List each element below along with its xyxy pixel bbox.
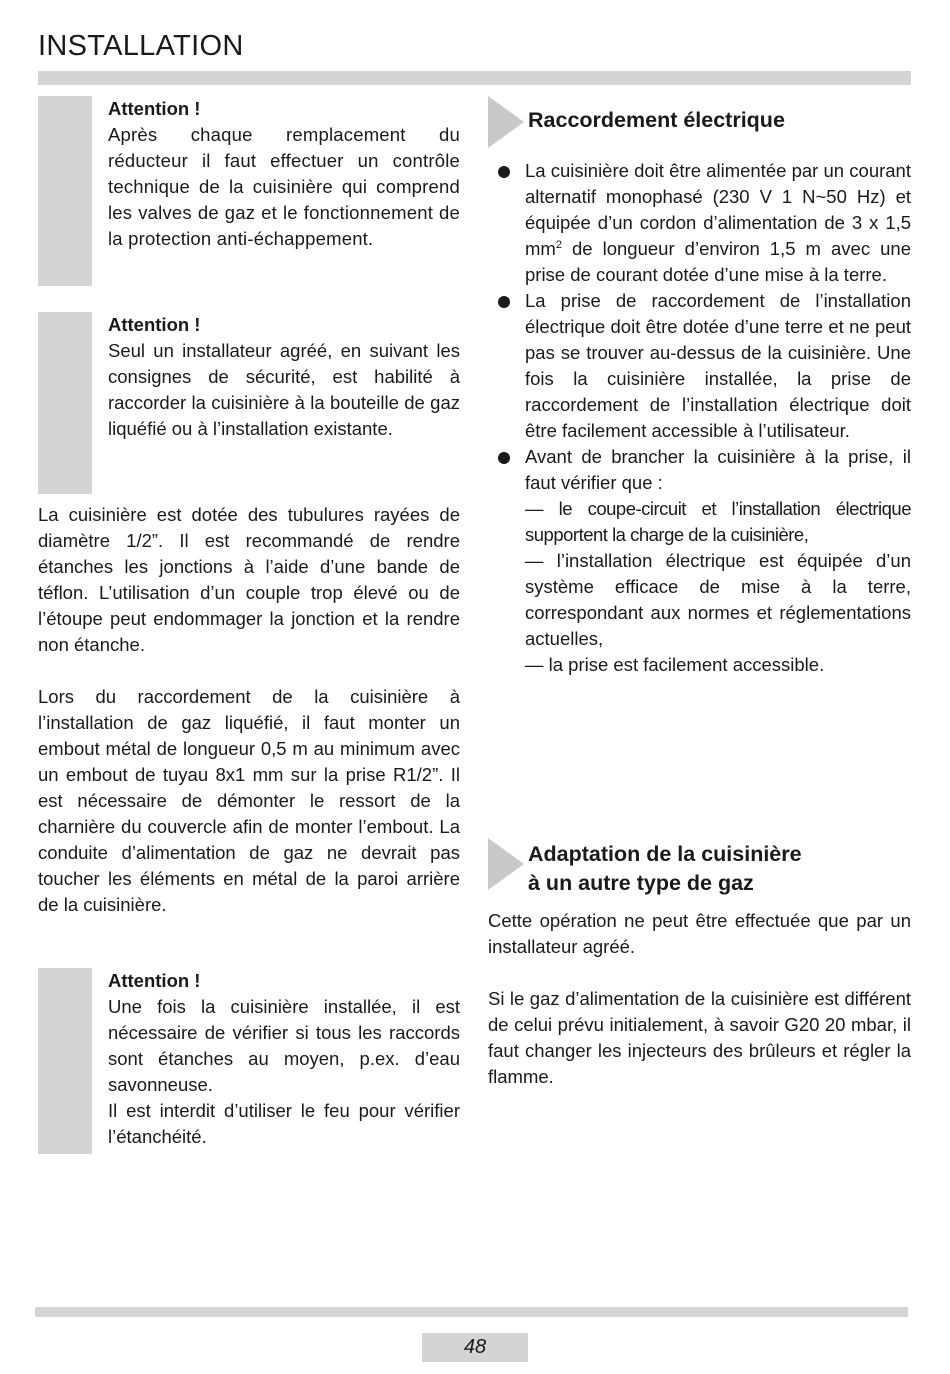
left-column bbox=[38, 96, 460, 1154]
attention-note-reducer bbox=[38, 96, 460, 286]
right-column bbox=[488, 96, 911, 1090]
section-electrical-header bbox=[488, 96, 911, 148]
note-text: Après chaque remplacement du réducteur il faut effectuer un contrôle technique de la cuisinière qui comprend les valves de gaz et le fonctionnement de la protection anti-échappement. bbox=[108, 124, 460, 249]
attention-note-leak-check bbox=[38, 968, 460, 1154]
note-title: Attention ! bbox=[108, 970, 201, 991]
page-number: 48 bbox=[422, 1333, 528, 1362]
attention-note-installer bbox=[38, 312, 460, 494]
note-title: Attention ! bbox=[108, 314, 201, 335]
note-text: Il est interdit d’utiliser le feu pour vérifier l’étanchéité. bbox=[108, 1100, 460, 1147]
note-content bbox=[108, 968, 460, 1154]
note-side-bar bbox=[38, 96, 92, 286]
bullet-text: de longueur d’environ 1,5 m avec une prise de courant dotée d’une mise à la terre. bbox=[525, 238, 911, 285]
section-title-line: Adaptation de la cuisinière bbox=[528, 842, 802, 866]
list-item bbox=[488, 288, 911, 444]
section-title-line: à un autre type de gaz bbox=[528, 871, 754, 895]
note-side-bar bbox=[38, 312, 92, 494]
note-text: Seul un installateur agréé, en suivant les consignes de sécurité, est habilité à raccorder la cuisinière à la bouteille de gaz liquéfié ou à l’installation existante. bbox=[108, 340, 460, 439]
electrical-bullet-list bbox=[488, 158, 911, 678]
paragraph-installer-only: Cette opération ne peut être effectuée que par un installateur agréé. bbox=[488, 910, 911, 957]
note-side-bar bbox=[38, 968, 92, 1154]
bullet-text: La cuisinière doit être alimentée par un courant alternatif monophasé (230 V 1 N~50 Hz) et équipée d’un cordon d’alimentation de 3 x 1,5 mm bbox=[525, 160, 911, 259]
dash-item: — le coupe-circuit et l’installation électrique supportent la charge de la cuisinière, bbox=[525, 498, 911, 545]
bullet-text: Avant de brancher la cuisinière à la prise, il faut vérifier que : bbox=[525, 446, 911, 493]
bullet-text: La prise de raccordement de l’installation électrique doit être dotée d’une terre et ne peut pas se trouver au-dessus de la cuisinière. Une fois la cuisinière installée, la prise de raccordement de l’installation électrique doit être facilement accessible à l’utilisateur. bbox=[525, 290, 911, 441]
paragraph-injectors: Si le gaz d’alimentation de la cuisinière est différent de celui prévu initialement, à savoir G20 20 mbar, il faut changer les injecteurs des brûleurs et régler la flamme. bbox=[488, 988, 911, 1087]
list-item bbox=[488, 444, 911, 678]
dash-item: — la prise est facilement accessible. bbox=[525, 654, 825, 675]
note-content bbox=[108, 312, 460, 494]
list-item bbox=[488, 158, 911, 288]
bullet-icon bbox=[498, 166, 510, 178]
section-gas-adaptation-header bbox=[488, 838, 911, 898]
header-rule bbox=[38, 71, 911, 85]
dash-item: — l’installation électrique est équipée d’un système efficace de mise à la terre, correspondant aux normes et réglementations actuelles, bbox=[525, 550, 911, 649]
bullet-icon bbox=[498, 296, 510, 308]
superscript: 2 bbox=[555, 238, 562, 251]
bullet-icon bbox=[498, 452, 510, 464]
section-title: Raccordement électrique bbox=[528, 108, 785, 132]
section-title bbox=[528, 840, 802, 898]
page-title: INSTALLATION bbox=[38, 30, 244, 62]
paragraph-lpg-connection: Lors du raccordement de la cuisinière à l’installation de gaz liquéfié, il faut monter un embout métal de longueur 0,5 m au minimum avec un embout de tuyau 8x1 mm sur la prise R1/2”. Il est nécessaire de démonter le ressort de la charnière du couvercle afin de monter l’embout. La conduite d’alimentation de gaz ne devrait pas toucher les éléments en métal de la paroi arrière de la cuisinière. bbox=[38, 686, 460, 915]
section-triangle-icon bbox=[488, 838, 524, 890]
note-text: Une fois la cuisinière installée, il est nécessaire de vérifier si tous les raccords sont étanches au moyen, p.ex. d’eau savonneuse. bbox=[108, 996, 460, 1095]
footer-rule bbox=[35, 1307, 908, 1317]
note-title: Attention ! bbox=[108, 98, 201, 119]
paragraph-tubing: La cuisinière est dotée des tubulures rayées de diamètre 1/2”. Il est recommandé de rendre étanches les jonctions à l’aide d’une bande de téflon. L’utilisation d’un couple trop élevé ou de l’étoupe peut endommager la jonction et la rendre non étanche. bbox=[38, 504, 460, 655]
section-triangle-icon bbox=[488, 96, 524, 148]
note-content bbox=[108, 96, 460, 286]
